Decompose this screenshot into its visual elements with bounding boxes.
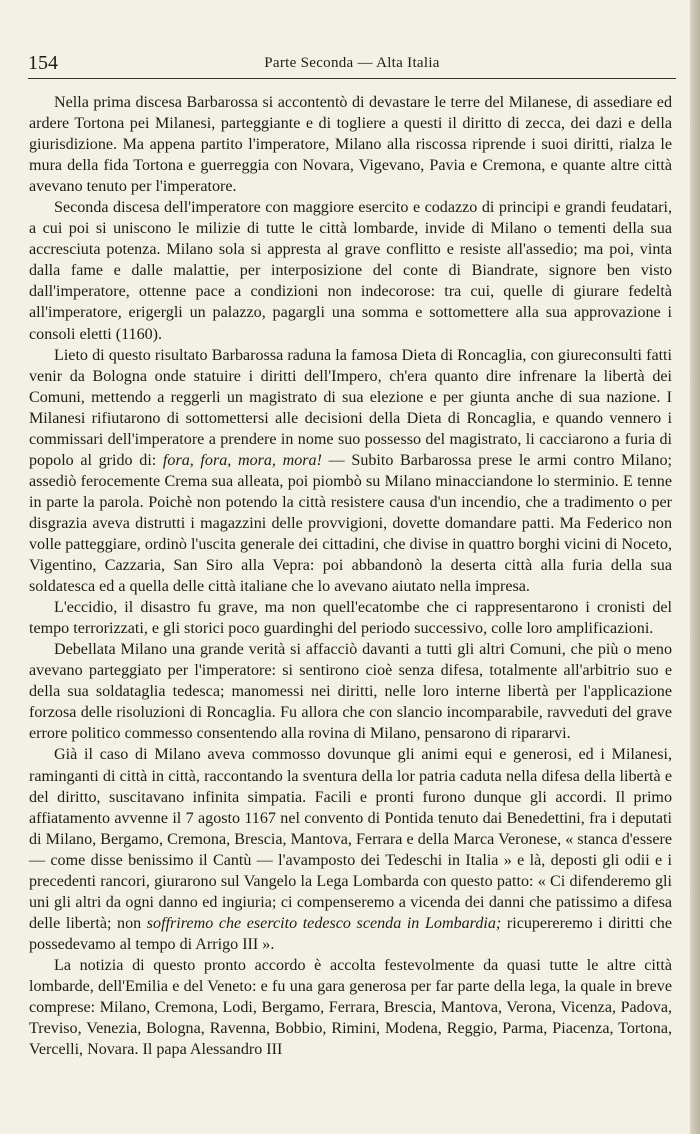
text-run: Debellata Milano una grande verità si affacciò davanti a tutti gli altri Comuni, che più o meno avevano parteggiato per l'imperatore: si sentirono cioè senza difesa, totalmente all'arbitrio suo e della sua soldataglia tedesca; manomessi nei diritti, nelle loro interne libertà per l'applicazione forzosa delle risoluzioni di Roncaglia. Fu allora che con slancio incomparabile, ravveduti del grave errore politico commesso consentendo alla rovina di Milano, pensarono di ripararvi. xyxy=(29,641,672,743)
text-run: — Subito Barbarossa prese le armi contro Milano; assediò ferocemente Crema sua alleata, poi piombò su Milano minacciandone lo sterminio. E tenne in parte la parola. Poichè non potendo la città resistere causa d'un incendio, che a tradimento o per disgrazia aveva distrutti i magazzini delle provvigioni, dovette domandare patti. Ma Federico non volle patteggiare, ordinò l'uscita generale dei cittadini, che divise in quattro borghi vicini di Noceto, Vigentino, Cazzaria, San Siro alla Vepra: poi abbandonò la deserta città alla furia della sua soldatesca ed a quella delle città italiane che lo avevano aiutato nella impresa. xyxy=(29,451,672,596)
italic-text: fora, fora, mora, mora! xyxy=(162,451,322,469)
page-edge xyxy=(690,0,700,1134)
page-header xyxy=(28,52,676,74)
paragraph xyxy=(29,597,672,639)
text-run: ricupereremo i diritti che possedevamo al tempo di Arrigo III ». xyxy=(29,914,672,953)
text-run: Lieto di questo risultato Barbarossa raduna la famosa Dieta di Roncaglia, con giureconsulti fatti venir da Bologna onde statuire i diritti dell'Impero, ch'era quanto dire infrenare la libertà dei Comuni, mettendo a reggerli un magistrato di sua elezione e per giunta anche di sua nazione. I Milanesi rifiutarono di sottomettersi alle decisioni della Dieta di Roncaglia, e quando vennero i commissari dell'imperatore a prendere in nome suo possesso del magistrato, li cacciarono a furia di popolo al grido di: xyxy=(29,346,672,469)
body-text xyxy=(29,92,672,1060)
paragraph xyxy=(29,92,672,197)
text-run: Seconda discesa dell'imperatore con maggiore esercito e codazzo di principi e grandi feudatari, a cui poi si uniscono le milizie di tutte le città lombarde, invide di Milano o tementi della sua accresciuta potenza. Milano sola si appresta al grave conflitto e resiste all'assedio; ma poi, vinta dalla fame e dalle malattie, per interposizione del conte di Biandrate, signore ben visto dall'imperatore, ottenne pace a condizioni non indecorose: tra cui, quelle di giurare fedeltà all'imperatore, erigergli un palazzo, pagargli una somma e sottomettere alla sua approvazione i consoli eletti (1160). xyxy=(29,199,672,343)
text-run: Nella prima discesa Barbarossa si accontentò di devastare le terre del Milanese, di assediare ed ardere Tortona pei Milanesi, parteggiante e di togliere a questi il diritto di zecca, dei dazi e della giurisdizione. Ma appena partito l'imperatore, Milano alla riscossa riprende i suoi diritti, rialza le mura della fida Tortona e guerreggia con Novara, Vigevano, Pavia e Cremona, e quante altre città avevano tenuto per l'imperatore. xyxy=(29,94,672,196)
paragraph xyxy=(29,345,672,598)
text-run: La notizia di questo pronto accordo è accolta festevolmente da quasi tutte le altre città lombarde, dell'Emilia e del Veneto: e fu una gara generosa per far parte della lega, la quale in breve comprese: Milano, Cremona, Lodi, Bergamo, Ferrara, Brescia, Mantova, Verona, Vicenza, Padova, Treviso, Venezia, Bologna, Ravenna, Bobbio, Rimini, Modena, Reggio, Parma, Piacenza, Tortona, Vercelli, Novara. Il papa Alessandro III xyxy=(29,956,672,1059)
text-run: Già il caso di Milano aveva commosso dovunque gli animi equi e generosi, ed i Milanesi, raminganti di città in città, raccontando la sventura della lor patria caduta nella difesa della libertà e del diritto, suscitavano infinita simpatia. Facili e pronti furono dunque gli accordi. Il primo affiatamento avvenne il 7 agosto 1167 nel convento di Pontida tenuto dai Benedettini, fra i deputati di Milano, Bergamo, Cremona, Brescia, Mantova, Ferrara e della Marca Veronese, « stanca d'essere — come disse benissimo il Cantù — l'avamposto dei Tedeschi in Italia » e là, deposti gli odii e i precedenti rancori, giurarono sul Vangelo la Lega Lombarda con questo patto: « Ci difenderemo gli uni gli altri da ogni danno ed ingiuria; ci compenseremo a vicenda dei danni che patissimo a difesa delle libertà; non xyxy=(29,746,672,932)
page-number: 154 xyxy=(28,52,58,74)
text-run: L'eccidio, il disastro fu grave, ma non quell'ecatombe che ci rappresentarono i cronisti del tempo terrorizzati, e gli storici poco guardinghi del periodo successivo, colle loro amplificazioni. xyxy=(29,599,672,638)
running-head: Parte Seconda — Alta Italia xyxy=(264,55,440,71)
italic-text: soffriremo che esercito tedesco scenda in Lombardia; xyxy=(146,914,502,932)
paragraph xyxy=(29,744,672,954)
paragraph xyxy=(29,955,672,1060)
header-rule xyxy=(28,78,676,79)
paragraph xyxy=(29,639,672,744)
paragraph xyxy=(29,197,672,344)
